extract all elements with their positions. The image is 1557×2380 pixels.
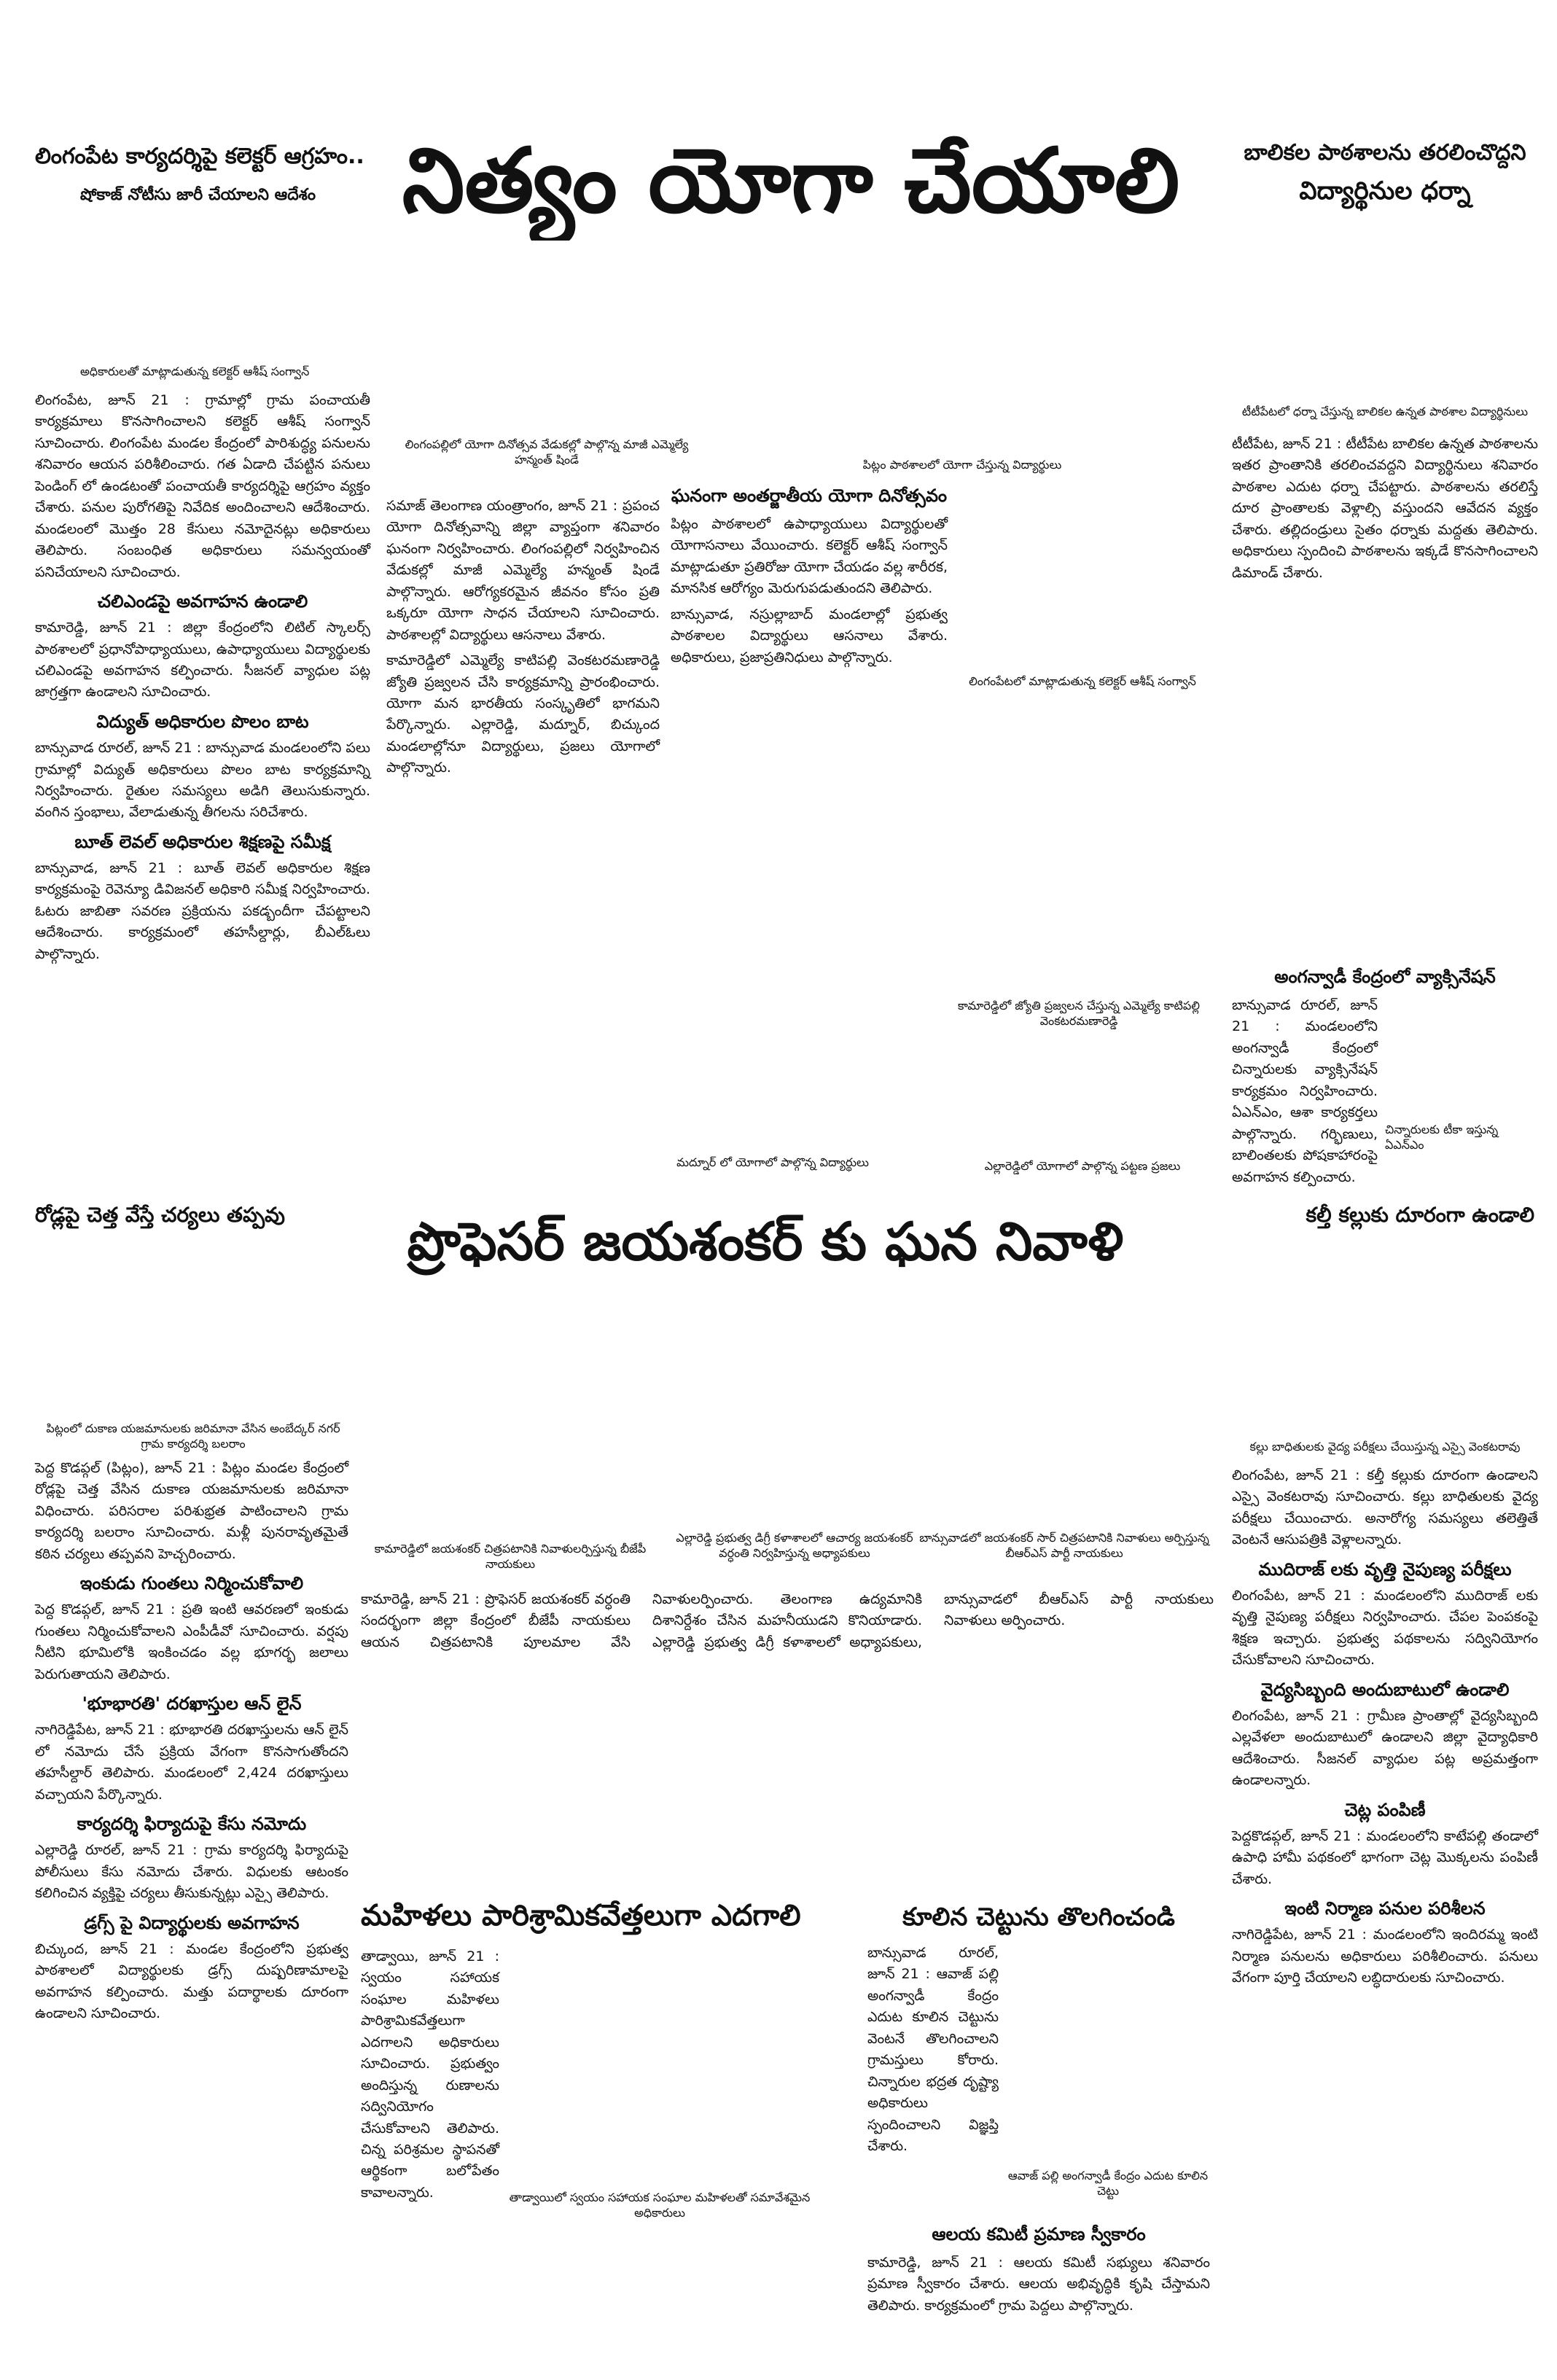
article-text: నాగిరెడ్డిపేట, జూన్ 21 : భూభారతి దరఖాస్తులను ఆన్ లైన్ లో నమోదు చేసే ప్రక్రియ వేగంగా కొనసాగుతోందని తహసీల్దార్ తెలిపారు. మండలంలో 2,424 దరఖాస్తులు వచ్చాయని పేర్కొన్నారు. — [35, 1722, 348, 1803]
right-headline-1: బాలికల పాఠశాలను తరలించొద్దని — [1244, 140, 1526, 165]
center-news-column-2 — [671, 514, 948, 1024]
subheading: ముదిరాజ్ లకు వృత్తి నైపుణ్య పరీక్షలు — [1258, 1558, 1512, 1580]
article-text: పెద్ద కొడప్గల్, జూన్ 21 : ప్రతి ఇంటి ఆవరణలో ఇంకుడు గుంతలు నిర్మించుకోవాలని ఎంపీడీవో సూచించారు. వర్షపు నీటిని భూమిలోకి ఇంకించడం వల్ల భూగర్భ జలాలు పెరుగుతాయని తెలిపారు. — [35, 1601, 348, 1682]
yoga-photo-1 — [386, 241, 700, 437]
subheading: మహిళలు పారిశ్రామికవేత్తలుగా ఎదగాలి — [361, 1899, 801, 1932]
bottom-right-column — [1232, 1465, 1538, 2358]
subheading: బూత్ లెవల్ అధికారుల శిక్షణపై సమీక్ష — [74, 831, 331, 852]
caption-center-3: లింగంపేటలో మాట్లాడుతున్న కలెక్టర్ ఆశీష్ సంగ్వాన్ — [969, 674, 1196, 688]
subheading: కూలిన చెట్టును తొలగించండి — [902, 1903, 1175, 1932]
caption-center-4: కామారెడ్డిలో జ్యోతి ప్రజ్వలన చేస్తున్న ఎమ్మెల్యే కాటిపల్లి వెంకటరమణారెడ్డి — [957, 999, 1201, 1028]
shg-meeting-photo — [507, 1946, 813, 2187]
subheading: అంగన్వాడీ కేంద్రంలో వ్యాక్సినేషన్ — [1274, 967, 1496, 987]
article-text: బాన్సువాడ, జూన్ 21 : బూత్ లెవల్ అధికారుల శిక్షణ కార్యక్రమంపై రెవెన్యూ డివిజనల్ అధికారి సమీక్ష నిర్వహించారు. ఓటరు జాబితా సవరణ ప్రక్రియను పకడ్బందీగా చేపట్టాలని ఆదేశించారు. కార్యక్రమంలో తహసీల్దార్లు, బీఎల్ఓలు పాల్గొన్నారు. — [35, 860, 370, 962]
caption-bottom-c4: తాడ్వాయిలో స్వయం సహాయక సంఘాల మహిళలతో సమావేశమైన అధికారులు — [509, 2190, 811, 2220]
subheading: విద్యుత్ అధికారుల పొలం బాట — [96, 711, 309, 732]
tribute-photo-3 — [940, 1305, 1217, 1523]
center-news-column-1 — [386, 496, 660, 1195]
subheading: వైద్యసిబ్బంది అందుబాటులో ఉండాలి — [1260, 1679, 1510, 1700]
article-text: తాడ్వాయి, జూన్ 21 : స్వయం సహాయక సంఘాల మహిళలు పారిశ్రామికవేత్తలుగా ఎదగాలని అధికారులు సూచించారు. ప్రభుత్వం అందిస్తున్న రుణాలను సద్వినియోగం చేసుకోవాలని తెలిపారు. చిన్న పరిశ్రమల స్థాపనతో ఆర్థికంగా బలోపేతం కావాలన్నారు. — [361, 1948, 499, 2201]
caption-center-2: పిట్లం పాఠశాలలో యోగా చేస్తున్న విద్యార్థులు — [862, 458, 1062, 472]
subheading: ఇంకుడు గుంతలు నిర్మించుకోవాలి — [79, 1573, 304, 1594]
tree-article — [867, 1943, 999, 2220]
article-text: బాన్సువాడ రూరల్, జూన్ 21 : ఆవాజ్ పల్లి అంగన్వాడీ కేంద్రం ఎదుట కూలిన చెట్టును వెంటనే తొలగించాలని గ్రామస్తులు కోరారు. చిన్నారుల భద్రత దృష్ట్యా అధికారులు స్పందించాలని విజ్ఞప్తి చేశారు. — [867, 1945, 999, 2154]
right-headline-2: విద్యార్థినుల ధర్నా — [1299, 176, 1471, 206]
yoga-photo-3 — [660, 1035, 937, 1152]
middle-left-headline: రోడ్లపై చెత్త వేస్తే చర్యలు తప్పవు — [35, 1203, 285, 1227]
right-news-column — [1232, 434, 1538, 955]
article-text: కామారెడ్డి, జూన్ 21 : ప్రొఫెసర్ జయశంకర్ వర్ధంతి సందర్భంగా జిల్లా కేంద్రంలో బీజేపీ నాయకులు ఆయన చిత్రపటానికి పూలమాల వేసి నివాళులర్పించారు. తెలంగాణ ఉద్యమానికి దిశానిర్దేశం చేసిన మహనీయుడని కొనియాడారు. ఎల్లారెడ్డి ప్రభుత్వ డిగ్రీ కళాశాలలో అధ్యాపకులు, బాన్సువాడలో బీఆర్ఎస్ పార్టీ నాయకులు నివాళులు అర్పించారు. — [361, 1591, 1214, 1650]
article-text: బాన్సువాడ రూరల్, జూన్ 21 : బాన్సువాడ మండలంలోని పలు గ్రామాల్లో విద్యుత్ అధికారులు పొలం బాట కార్యక్రమాన్ని నిర్వహించారు. రైతుల సమస్యలు అడిగి తెలుసుకున్నారు. వంగిన స్తంభాలు, వేలాడుతున్న తీగలను సరిచేశారు. — [35, 740, 370, 821]
subheading: ఆలయ కమిటీ ప్రమాణ స్వీకారం — [932, 2224, 1146, 2244]
subheading: ఘనంగా అంతర్జాతీయ యోగా దినోత్సవం — [671, 485, 948, 506]
temple-article — [867, 2252, 1210, 2362]
article-text: పెద్ద కొడప్గల్ (పిట్లం), జూన్ 21 : పిట్లం మండల కేంద్రంలో రోడ్లపై చెత్త వేసిన దుకాణ యజమానులకు జరిమానా విధించారు. పరిసరాల పరిశుభ్రత పాటించాలని గ్రామ కార్యదర్శి బలరాం సూచించారు. మళ్లీ పునరావృతమైతే కఠిన చర్యలు తప్పవని హెచ్చరించారు. — [35, 1460, 348, 1562]
tribute-photo-1 — [361, 1305, 652, 1538]
caption-right: టీటీపేటలో ధర్నా చేస్తున్న బాలికల ఉన్నత పాఠశాల విద్యార్థినులు — [1241, 405, 1529, 418]
subheading: ఇంటి నిర్మాణ పనుల పరిశీలన — [1284, 1898, 1486, 1919]
article-text: కామారెడ్డి, జూన్ 21 : ఆలయ కమిటీ సభ్యులు శనివారం ప్రమాణ స్వీకారం చేశారు. ఆలయ అభివృద్ధికి కృషి చేస్తామని తెలిపారు. కార్యక్రమంలో గ్రామ పెద్దలు పాల్గొన్నారు. — [867, 2255, 1210, 2314]
caption-bottom-c1: కామారెడ్డిలో జయశంకర్ చిత్రపటానికి నివాళులర్పిస్తున్న బీజేపీ నాయకులు — [374, 1542, 647, 1571]
article-text: సమాజ్ తెలంగాణ యంత్రాంగం, జూన్ 21 : ప్రపంచ యోగా దినోత్సవాన్ని జిల్లా వ్యాప్తంగా శనివారం ఘనంగా నిర్వహించారు. లింగంపల్లిలో నిర్వహించిన వేడుకల్లో మాజీ ఎమ్మెల్యే హన్మంత్ షిండే పాల్గొన్నారు. ఆరోగ్యకరమైన జీవనం కోసం ప్రతి ఒక్కరూ యోగా సాధన చేయాలని సూచించారు. పాఠశాలల్లో విద్యార్థులు ఆసనాలు వేశారు. — [386, 498, 660, 643]
lamp-lighting-photo — [955, 707, 1217, 926]
subheading: 'భూభారతి' దరఖాస్తుల ఆన్ లైన్ — [82, 1693, 302, 1714]
subheading: డ్రగ్స్ పై విద్యార్థులకు అవగాహన — [84, 1912, 300, 1933]
yoga-photo-2 — [711, 241, 1185, 452]
caption-center-6: ఎల్లారెడ్డిలో యోగాలో పాల్గొన్న పట్టణ ప్రజలు — [984, 1159, 1181, 1173]
article-text: టీటీపేట, జూన్ 21 : టీటీపేట బాలికల ఉన్నత పాఠశాలను ఇతర ప్రాంతానికి తరలించవద్దని విద్యార్థినులు శనివారం పాఠశాల ఎదుట ధర్నా చేపట్టారు. పాఠశాలను తరలిస్తే దూర ప్రాంతాలకు వెళ్లాల్సి వస్తుందని ఆవేదన వ్యక్తం చేశారు. తల్లిదండ్రులు సైతం ధర్నాకు మద్దతు తెలిపారు. అధికారులు స్పందించి పాఠశాలను ఇక్కడే కొనసాగించాలని డిమాండ్ చేశారు. — [1232, 436, 1538, 581]
bottom-left-column — [35, 1458, 348, 2354]
caption-center-5: మద్నూర్ లో యోగాలో పాల్గొన్న విద్యార్థులు — [676, 1155, 869, 1169]
article-text: లింగంపేట, జూన్ 21 : గ్రామీణ ప్రాంతాల్లో వైద్యసిబ్బంది ఎల్లవేళలా అందుబాటులో ఉండాలని జిల్లా వైద్యాధికారి ఆదేశించారు. సీజనల్ వ్యాధుల పట్ల అప్రమత్తంగా ఉండాలన్నారు. — [1232, 1707, 1538, 1789]
article-text: లింగంపేట, జూన్ 21 : కల్తీ కల్లుకు దూరంగా ఉండాలని ఎస్సై వెంకటరావు సూచించారు. కల్లు బాధితులకు వైద్య పరీక్షలు చేయించారు. అనారోగ్య సమస్యలు తలెత్తితే వెంటనే ఆసుపత్రికి వెళ్లాలన్నారు. — [1232, 1467, 1538, 1548]
medical-check-photo — [1232, 1283, 1538, 1440]
article-text: బిచ్కుంద, జూన్ 21 : మండల కేంద్రంలోని ప్రభుత్వ పాఠశాలలో విద్యార్థులకు డ్రగ్స్ దుష్పరిణామాలపై అవగాహన కల్పించారు. మత్తు పదార్థాలకు దూరంగా ఉండాలని సూచించారు. — [35, 1940, 348, 2022]
caption-right-2: చిన్నారులకు టీకా ఇస్తున్న ఏఎన్ఎం — [1385, 1123, 1499, 1152]
article-text: కామారెడ్డిలో ఎమ్మెల్యే కాటిపల్లి వెంకటరమణారెడ్డి జ్యోతి ప్రజ్వలన చేసి కార్యక్రమాన్ని ప్రారంభించారు. యోగా మన భారతీయ సంస్కృతిలో భాగమని పేర్కొన్నారు. ఎల్లారెడ్డి, మద్నూర్, బిచ్కుంద మండలాల్లోనూ విద్యార్థులు, ప్రజలు యోగాలో పాల్గొన్నారు. — [386, 652, 660, 776]
article-text: నాగిరెడ్డిపేట, జూన్ 21 : మండలంలోని ఇందిరమ్మ ఇంటి నిర్మాణ పనులను అధికారులు పరిశీలించారు. పనులు వేగంగా పూర్తి చేయాలని లబ్ధిదారులకు సూచించారు. — [1232, 1927, 1538, 1986]
article-text: లింగంపేట, జూన్ 21 : గ్రామాల్లో గ్రామ పంచాయతీ కార్యక్రమాలు కొనసాగించాలని కలెక్టర్ ఆశీష్ సంగ్వాన్ సూచించారు. లింగంపేట మండల కేంద్రంలో పారిశుద్ధ్య పనులను శనివారం ఆయన పరిశీలించారు. గత ఏడాది చేపట్టిన పనులు పెండింగ్ లో ఉండటంతో పంచాయతీ కార్యదర్శిపై ఆగ్రహం వ్యక్తం చేశారు. పనుల పురోగతిపై నివేదిక అందించాలని ఆదేశించారు. మండలంలో మొత్తం 28 కేసులు నమోదైనట్లు అధికారులు తెలిపారు. సంబంధిత అధికారులు సమన్వయంతో పనిచేయాలని సూచించారు. — [35, 392, 370, 580]
article-text: ఎల్లారెడ్డి రూరల్, జూన్ 21 : గ్రామ కార్యదర్శి ఫిర్యాదుపై పోలీసులు కేసు నమోదు చేశారు. విధులకు ఆటంకం కలిగించిన వ్యక్తిపై చర్యలు తీసుకున్నట్లు ఎస్సై తెలిపారు. — [35, 1842, 348, 1902]
subheading: చెట్ల పంపిణీ — [1344, 1799, 1426, 1820]
subheading: చలిఎండపై అవగాహన ఉండాలి — [97, 590, 308, 612]
right-news-column-2 — [1232, 995, 1378, 1185]
left-headline: లింగంపేట కార్యదర్శిపై కలెక్టర్ ఆగ్రహం.. — [35, 144, 364, 169]
page-title: నిత్యం యోగా చేయాలి — [402, 129, 1180, 233]
article-text: లింగంపేట, జూన్ 21 : మండలంలోని ముదిరాజ్ లకు వృత్తి నైపుణ్య పరీక్షలు నిర్వహించారు. చేపల పెంపకంపై శిక్షణ ఇచ్చారు. ప్రభుత్వ పథకాలను సద్వినియోగం చేసుకోవాలని సూచించారు. — [1232, 1587, 1538, 1669]
tribute-photo-2 — [660, 1305, 929, 1527]
tribute-article — [361, 1589, 1214, 1895]
shop-fine-photo — [35, 1290, 348, 1418]
middle-right-headline: కల్తీ కల్లుకు దూరంగా ఉండాలి — [1306, 1203, 1534, 1227]
protest-photo — [1232, 226, 1538, 401]
article-text: పిట్లం పాఠశాలలో ఉపాధ్యాయులు విద్యార్థులతో యోగాసనాలు వేయించారు. కలెక్టర్ ఆశీష్ సంగ్వాన్ మాట్లాడుతూ ప్రతిరోజు యోగా చేయడం వల్ల శారీరక, మానసిక ఆరోగ్యం మెరుగుపడుతుందని తెలిపారు. — [671, 516, 948, 597]
vaccination-photo — [1385, 995, 1538, 1119]
left-subhead: షోకాజ్ నోటీసు జారీ చేయాలని ఆదేశం — [80, 186, 316, 204]
fallen-tree-photo — [1006, 1946, 1210, 2165]
subheading: కార్యదర్శి ఫిర్యాదుపై కేసు నమోదు — [77, 1814, 307, 1835]
caption-bottom-c5: ఆవాజ్ పల్లి అంగన్వాడీ కేంద్రం ఎదుట కూలిన చెట్టు — [1007, 2169, 1209, 2198]
shg-article — [361, 1946, 499, 2201]
caption-center-1: లింగంపల్లిలో యోగా దినోత్సవ వేడుకల్లో పాల్గొన్న మాజీ ఎమ్మెల్యే హన్మంత్ షిండే — [405, 437, 689, 467]
caption-bottom-c3: బాన్సువాడలో జయశంకర్ సార్ చిత్రపటానికి నివాళులు అర్పిస్తున్న బీఆర్ఎస్ పార్టీ నాయకులు — [919, 1531, 1209, 1560]
left-news-column — [35, 390, 370, 1210]
caption-bottom-left: పిట్లంలో దుకాణ యజమానులకు జరిమానా వేసిన అంబేద్కర్ నగర్ గ్రామ కార్యదర్శి బలరాం — [46, 1421, 340, 1451]
yoga-photo-4 — [948, 1035, 1217, 1152]
collector-photo-2 — [955, 481, 1203, 678]
caption-bottom-c2: ఎల్లారెడ్డి ప్రభుత్వ డిగ్రీ కళాశాలలో ఆచార్య జయశంకర్ వర్ధంతి నిర్వహిస్తున్న అధ్యాపకులు — [676, 1531, 913, 1560]
caption-bottom-right: కల్లు బాధితులకు వైద్య పరీక్షలు చేయిస్తున్న ఎస్సై వెంకటరావు — [1249, 1440, 1521, 1454]
article-text: కామారెడ్డి, జూన్ 21 : జిల్లా కేంద్రంలోని లిటిల్ స్కాలర్స్ పాఠశాలలో ప్రధానోపాధ్యాయులు, ఉపాధ్యాయులు విద్యార్థులకు చలిఎండపై అవగాహన కల్పించారు. సీజనల్ వ్యాధుల పట్ల జాగ్రత్తగా ఉండాలని సూచించారు. — [35, 620, 370, 701]
article-text: బాన్సువాడ రూరల్, జూన్ 21 : మండలంలోని అంగన్వాడీ కేంద్రంలో చిన్నారులకు వ్యాక్సినేషన్ కార్యక్రమం నిర్వహించారు. ఏఎన్ఎం, ఆశా కార్యకర్తలు పాల్గొన్నారు. గర్భిణులు, బాలింతలకు పోషకాహారంపై అవగాహన కల్పించారు. — [1232, 997, 1378, 1185]
article-text: పెద్దకొడప్గల్, జూన్ 21 : మండలంలోని కాటేపల్లి తండాలో ఉపాధి హామీ పథకంలో భాగంగా చెట్ల మొక్కలను పంపిణీ చేశారు. — [1232, 1827, 1538, 1887]
article-text: బాన్సువాడ, నస్రుల్లాబాద్ మండలాల్లో ప్రభుత్వ పాఠశాలల విద్యార్థులు ఆసనాలు వేశారు. అధికారులు, ప్రజాప్రతినిధులు పాల్గొన్నారు. — [671, 606, 948, 666]
caption-left: అధికారులతో మాట్లాడుతున్న కలెక్టర్ ఆశీష్ సంగ్వాన్ — [80, 364, 310, 378]
collector-photo — [35, 226, 370, 361]
middle-headline: ప్రొఫెసర్ జయశంకర్ కు ఘన నివాళి — [407, 1211, 1124, 1272]
